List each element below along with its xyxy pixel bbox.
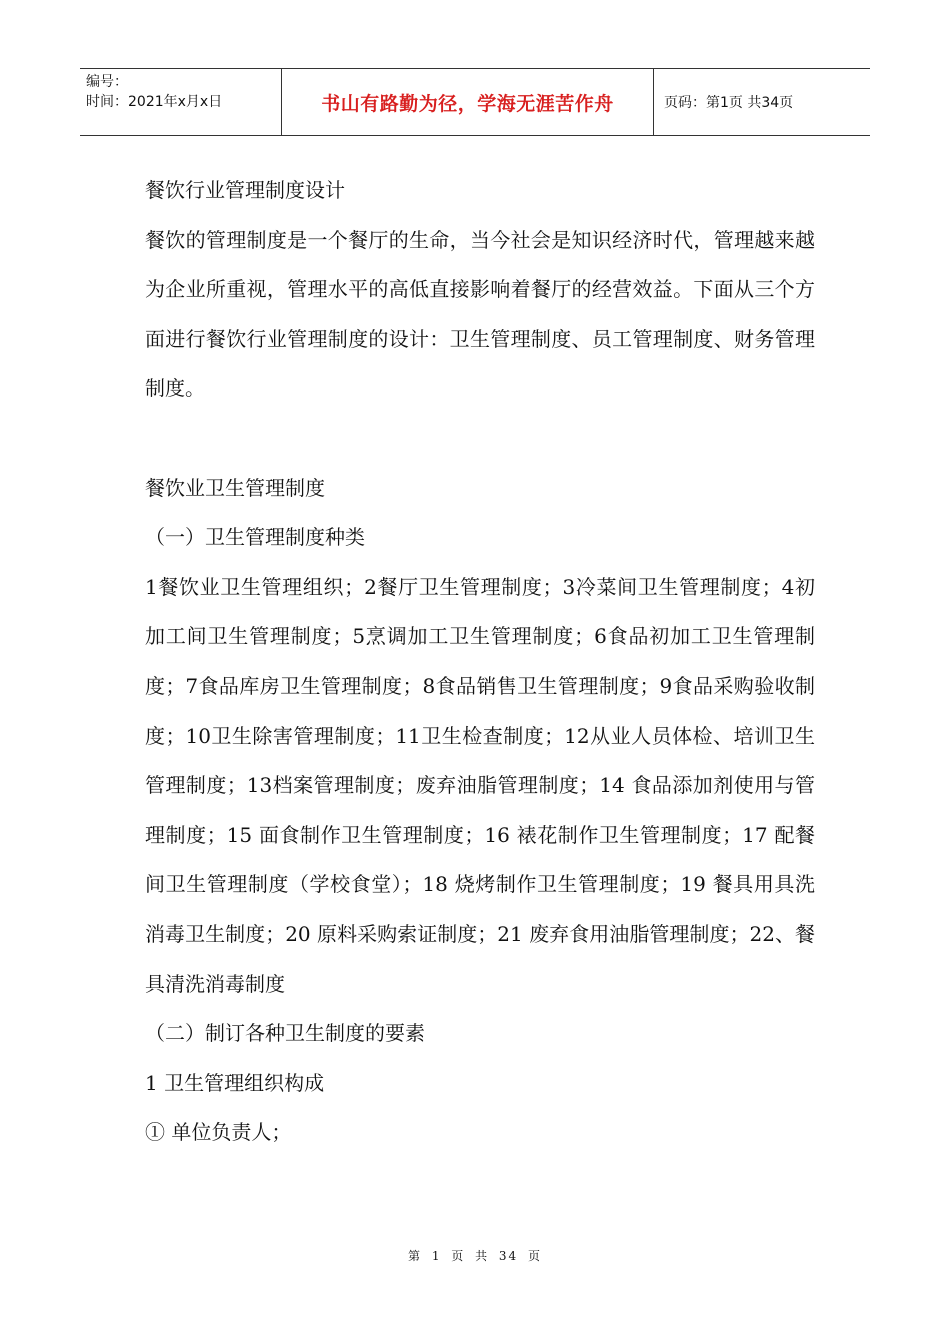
paragraph-spacer [145,414,815,464]
header-page-cell [654,69,870,135]
subsection-heading-2: （二）制订各种卫生制度的要素 [145,1021,425,1046]
page-footer: 第 1 页 共 34 页 [408,1249,542,1263]
document-header [80,68,870,136]
header-page-number: 页码：第1页 共34页 [664,95,794,111]
header-motto-cell [282,69,654,135]
hygiene-system-list: 1餐饮业卫生管理组织；2餐厅卫生管理制度；3冷菜间卫生管理制度；4初加工间卫生管理制度；5烹调加工卫生管理制度；6食品初加工卫生管理制度；7食品库房卫生管理制度；8食品销售卫生管理制度；9食品采购验收制度；10卫生除害管理制度；11卫生检查制度；12从业人员体检、培训卫生管理制度；13档案管理制度；废弃油脂管理制度；14 食品添加剂使用与管理制度；15 面食制作卫生管理制度；16 裱花制作卫生管理制度；17 配餐间卫生管理制度（学校食堂）；18 烧烤制作卫生管理制度；19 餐具用具洗消毒卫生制度；20 原料采购索证制度；21 废弃食用油脂管理制度；22、餐具清洗消毒制度 [145,574,815,996]
list-subitem: ① 单位负责人； [145,1120,292,1145]
section-heading: 餐饮业卫生管理制度 [145,475,325,500]
intro-paragraph: 餐饮的管理制度是一个餐厅的生命，当今社会是知识经济时代，管理越来越为企业所重视，管理水平的高低直接影响着餐厅的经营效益。下面从三个方面进行餐饮行业管理制度的设计：卫生管理制度、员工管理制度、财务管理制度。 [145,227,815,401]
document-number-label: 编号： [86,74,128,90]
list-item-heading: 1 卫生管理组织构成 [145,1070,325,1095]
document-title: 餐饮行业管理制度设计 [145,178,345,202]
document-date-label: 时间：2021年x月x日 [86,94,223,110]
header-motto: 书山有路勤为径，学海无涯苦作舟 [321,92,614,115]
subsection-heading-1: （一）卫生管理制度种类 [145,525,365,550]
document-body [145,166,815,1158]
header-meta-cell [80,69,282,135]
